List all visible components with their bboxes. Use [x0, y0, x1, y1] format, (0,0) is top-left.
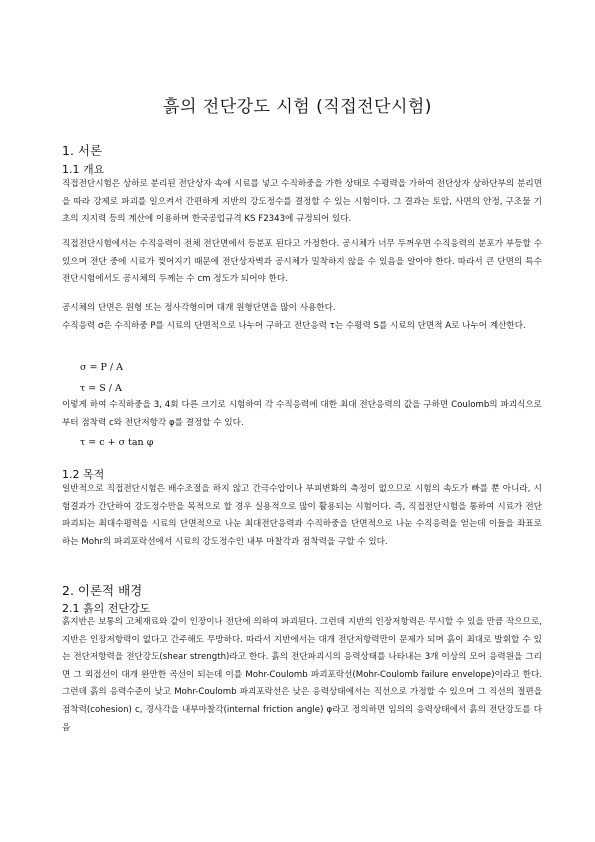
subsection-heading-overview: 1.1 개요: [62, 163, 105, 176]
subsection-heading-shear-strength: 2.1 흙의 전단강도: [62, 602, 151, 615]
paragraph-shear-strength: 흙지반은 보통의 고체재료와 같이 인장이나 전단에 의하여 파괴된다. 그런데 지반의 인장저항력은 무시할 수 있을 만큼 작으므로, 지반은 인장저항력이 없다고 간주해도 무방하다. 따라서 지반에서는 대개 전단저항력만이 문제가 되며 흙이 최대로 발휘할 수 있는 전단저항력을 전단강도(shear strength)라고 한다. 흙의 전단파괴시의 응력상태를 나타내는 3개 이상의 모어 응력원을 그리면 그 외접선이 대개 완만한 곡선이 되는데 이를 Mohr-Coulomb 파괴포락선(Mohr-Coulomb failure envelope)이라고 한다. 그런데 흙의 응력수준이 낮고 Mohr-Coulomb 파괴포락선은 낮은 응력상태에서는 직선으로 가정할 수 있으며 그 직선의 절편을 점착력(cohesion) c, 경사각을 내부마찰각(internal friction angle) φ라고 정의하면 임의의 응력상태에서 흙의 전단강도를 다음: [62, 617, 542, 733]
document-title: 흙의 전단강도 시험 (직접전단시험): [163, 97, 432, 117]
paragraph-purpose: 일반적으로 직접전단시험은 배수조절을 하지 않고 간극수압이나 부피변화의 측정이 없으므로 시험의 속도가 빠를 뿐 아니라, 시험결과가 간단하여 강도정수만을 목적으로 할 경우 실용적으로 많이 활용되는 시험이다. 즉, 직접전단시험을 통하여 시료가 전단파괴되는 최대수평력을 시료의 단면적으로 나눈 최대전단응력과 수직하중을 단면적으로 나눈 수직응력을 얻는데 이들을 좌표로 하는 Mohr의 파괴포락선에서 시료의 강도정수인 내부 마찰각과 점착력을 구할 수 있다.: [62, 484, 542, 547]
section-heading-theory: 2. 이론적 배경: [62, 583, 143, 598]
section-heading-introduction: 1. 서론: [62, 143, 103, 158]
paragraph-overview-2: 직접전단시험에서는 수직응력이 전체 전단면에서 등분포 된다고 가정한다. 공시체가 너무 두꺼우면 수직응력의 분포가 부등할 수 있으며 전단 중에 시료가 찢어지기 때문에 전단상자벽과 공시체가 밀착하지 않을 수 있음을 알아야 한다. 따라서 큰 단면의 특수 전단시험에서도 공시체의 두께는 수 cm 정도가 되어야 한다.: [62, 239, 542, 285]
equation-normal-stress: σ = P / A: [80, 362, 123, 373]
equation-coulomb-failure: τ = c + σ tan φ: [80, 437, 154, 448]
paragraph-overview-1: 직접전단시험은 상하로 분리된 전단상자 속에 시료를 넣고 수직하중을 가한 상태로 수평력을 가하여 전단상자 상하단부의 분리면을 따라 강제로 파괴를 일으켜서 간편하게 지반의 강도정수를 결정할 수 있는 시험이다. 그 결과는 토압, 사면의 안정, 구조물 기초의 지지력 등의 계산에 이용하며 한국공업규격 KS F2343에 규정되어 있다.: [62, 179, 542, 225]
paragraph-overview-3: 공시체의 단면은 원형 또는 정사각형이며 대개 원형단면을 많이 사용한다.: [62, 303, 336, 313]
paragraph-coulomb-intro: 이렇게 하여 수직하중을 3, 4회 다른 크기로 시험하여 각 수직응력에 대한 최대 전단응력의 값을 구하면 Coulomb의 파괴식으로부터 점착력 c와 전단저항각 φ를 결정할 수 있다.: [62, 400, 542, 428]
subsection-heading-purpose: 1.2 목적: [62, 468, 105, 481]
equation-shear-stress: τ = S / A: [80, 383, 122, 394]
paragraph-overview-4: 수직응력 σ은 수직하중 P를 시료의 단면적으로 나누어 구하고 전단응력 τ는 수평력 S를 시료의 단면적 A로 나누어 계산한다.: [62, 321, 526, 331]
